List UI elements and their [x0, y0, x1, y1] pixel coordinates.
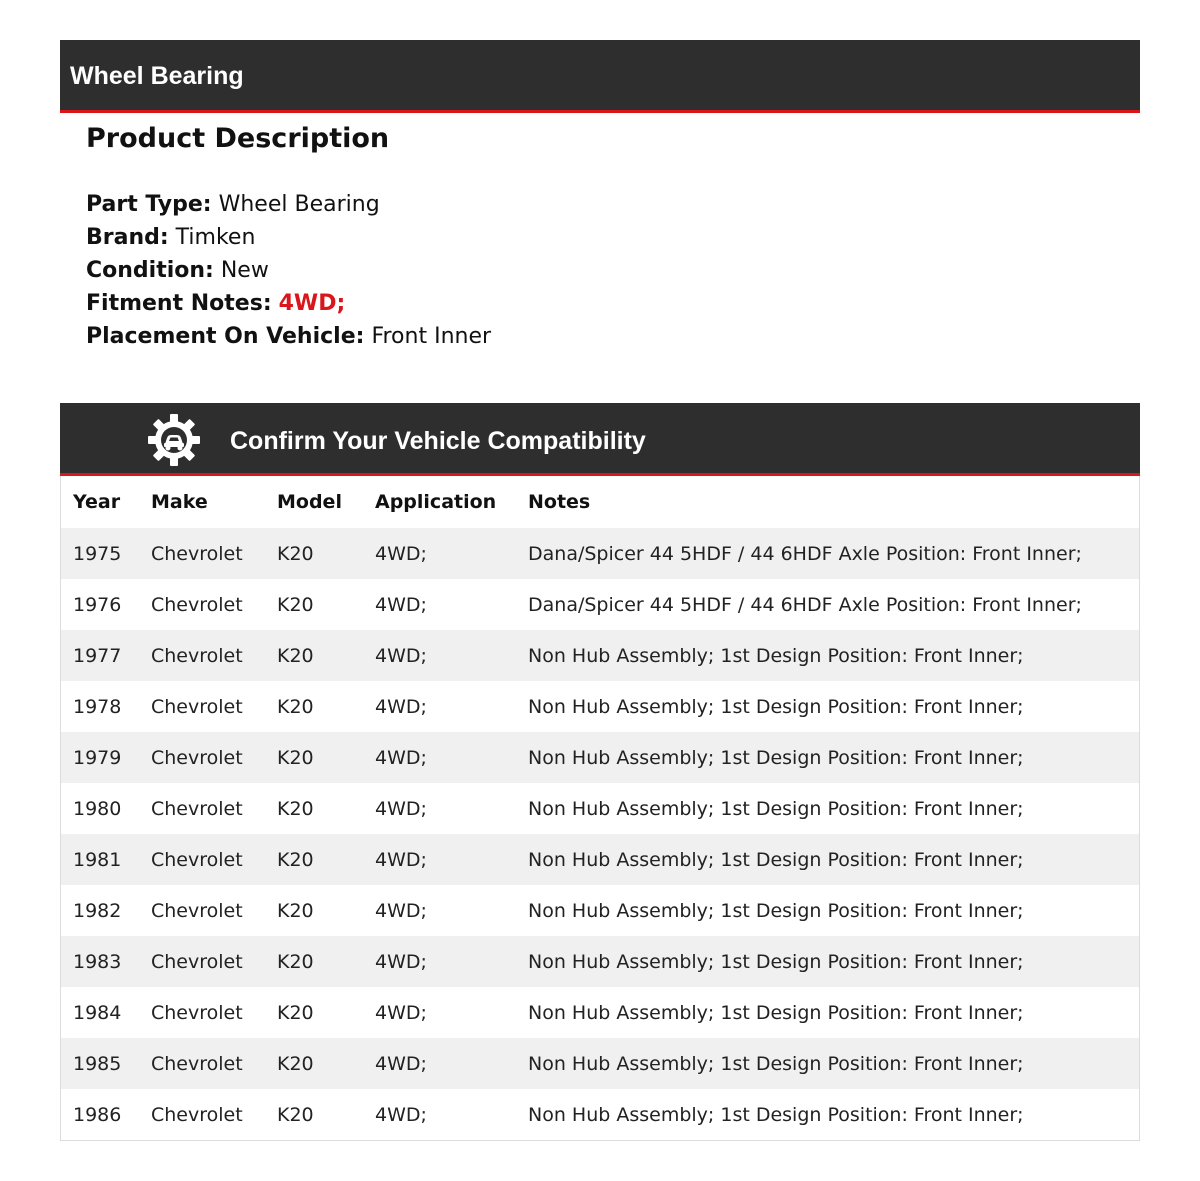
- cell-application: 4WD;: [375, 950, 427, 973]
- cell-model: K20: [277, 1001, 314, 1024]
- cell-notes: Non Hub Assembly; 1st Design Position: Front Inner;: [528, 644, 1024, 667]
- property-condition: [86, 254, 491, 287]
- cell-notes: Dana/Spicer 44 5HDF / 44 6HDF Axle Position: Front Inner;: [528, 593, 1082, 616]
- cell-make: Chevrolet: [151, 1001, 243, 1024]
- table-row: [61, 885, 1139, 936]
- cell-make: Chevrolet: [151, 797, 243, 820]
- table-row: [61, 579, 1139, 630]
- table-row: [61, 732, 1139, 783]
- cell-model: K20: [277, 746, 314, 769]
- cell-notes: Non Hub Assembly; 1st Design Position: Front Inner;: [528, 899, 1024, 922]
- property-value: New: [220, 258, 269, 283]
- cell-notes: Non Hub Assembly; 1st Design Position: Front Inner;: [528, 1052, 1024, 1075]
- compatibility-table-container: [60, 476, 1140, 1141]
- cell-notes: Non Hub Assembly; 1st Design Position: Front Inner;: [528, 1103, 1024, 1126]
- cell-make: Chevrolet: [151, 899, 243, 922]
- cell-application: 4WD;: [375, 746, 427, 769]
- product-description-heading: Product Description: [86, 123, 390, 154]
- cell-notes: Non Hub Assembly; 1st Design Position: Front Inner;: [528, 1001, 1024, 1024]
- cell-application: 4WD;: [375, 1001, 427, 1024]
- table-row: [61, 528, 1139, 579]
- cell-year: 1978: [73, 695, 122, 718]
- product-properties: [86, 188, 491, 353]
- cell-model: K20: [277, 695, 314, 718]
- cell-application: 4WD;: [375, 644, 427, 667]
- property-label: Brand:: [86, 225, 169, 250]
- cell-year: 1980: [73, 797, 122, 820]
- cell-make: Chevrolet: [151, 1052, 243, 1075]
- cell-make: Chevrolet: [151, 950, 243, 973]
- property-value: Wheel Bearing: [218, 192, 380, 217]
- table-row: [61, 834, 1139, 885]
- column-header-make: Make: [151, 491, 208, 513]
- cell-application: 4WD;: [375, 1052, 427, 1075]
- cell-application: 4WD;: [375, 1103, 427, 1126]
- cell-make: Chevrolet: [151, 644, 243, 667]
- cell-year: 1979: [73, 746, 122, 769]
- property-part-type: [86, 188, 491, 221]
- table-row: [61, 936, 1139, 987]
- compatibility-title: Confirm Your Vehicle Compatibility: [230, 427, 646, 455]
- table-row: [61, 681, 1139, 732]
- cell-application: 4WD;: [375, 542, 427, 565]
- cell-year: 1982: [73, 899, 122, 922]
- cell-year: 1975: [73, 542, 122, 565]
- property-value: Front Inner: [371, 324, 492, 349]
- cell-application: 4WD;: [375, 695, 427, 718]
- cell-make: Chevrolet: [151, 695, 243, 718]
- column-header-notes: Notes: [528, 491, 591, 513]
- cell-application: 4WD;: [375, 593, 427, 616]
- cell-model: K20: [277, 797, 314, 820]
- gear-car-icon: [148, 414, 200, 466]
- cell-model: K20: [277, 950, 314, 973]
- cell-make: Chevrolet: [151, 593, 243, 616]
- cell-notes: Non Hub Assembly; 1st Design Position: Front Inner;: [528, 797, 1024, 820]
- cell-year: 1983: [73, 950, 122, 973]
- cell-year: 1985: [73, 1052, 122, 1075]
- cell-notes: Dana/Spicer 44 5HDF / 44 6HDF Axle Position: Front Inner;: [528, 542, 1082, 565]
- cell-make: Chevrolet: [151, 848, 243, 871]
- cell-model: K20: [277, 848, 314, 871]
- column-header-year: Year: [73, 491, 121, 513]
- cell-model: K20: [277, 899, 314, 922]
- cell-year: 1984: [73, 1001, 122, 1024]
- table-row: [61, 1038, 1139, 1089]
- cell-make: Chevrolet: [151, 746, 243, 769]
- cell-application: 4WD;: [375, 797, 427, 820]
- compatibility-table: [61, 476, 1139, 1140]
- cell-make: Chevrolet: [151, 542, 243, 565]
- property-value: 4WD;: [278, 291, 346, 316]
- cell-model: K20: [277, 1052, 314, 1075]
- property-label: Part Type:: [86, 192, 212, 217]
- cell-notes: Non Hub Assembly; 1st Design Position: Front Inner;: [528, 695, 1024, 718]
- cell-make: Chevrolet: [151, 1103, 243, 1126]
- table-header-row: [61, 476, 1139, 528]
- cell-model: K20: [277, 644, 314, 667]
- compatibility-banner: [60, 403, 1140, 476]
- cell-notes: Non Hub Assembly; 1st Design Position: Front Inner;: [528, 848, 1024, 871]
- cell-model: K20: [277, 593, 314, 616]
- cell-application: 4WD;: [375, 848, 427, 871]
- table-row: [61, 783, 1139, 834]
- product-title-banner: [60, 40, 1140, 113]
- table-row: [61, 630, 1139, 681]
- column-header-application: Application: [375, 491, 497, 513]
- property-placement: [86, 320, 491, 353]
- product-description-section: [86, 120, 389, 158]
- cell-model: K20: [277, 542, 314, 565]
- cell-model: K20: [277, 1103, 314, 1126]
- property-value: Timken: [175, 225, 256, 250]
- property-fitment-notes: [86, 287, 491, 320]
- cell-notes: Non Hub Assembly; 1st Design Position: Front Inner;: [528, 950, 1024, 973]
- cell-application: 4WD;: [375, 899, 427, 922]
- cell-year: 1976: [73, 593, 122, 616]
- cell-year: 1986: [73, 1103, 122, 1126]
- property-brand: [86, 221, 491, 254]
- cell-year: 1981: [73, 848, 122, 871]
- table-row: [61, 987, 1139, 1038]
- property-label: Fitment Notes:: [86, 291, 272, 316]
- product-title: Wheel Bearing: [70, 62, 244, 90]
- property-label: Condition:: [86, 258, 214, 283]
- table-row: [61, 1089, 1139, 1140]
- cell-notes: Non Hub Assembly; 1st Design Position: Front Inner;: [528, 746, 1024, 769]
- property-label: Placement On Vehicle:: [86, 324, 365, 349]
- column-header-model: Model: [277, 491, 342, 513]
- cell-year: 1977: [73, 644, 122, 667]
